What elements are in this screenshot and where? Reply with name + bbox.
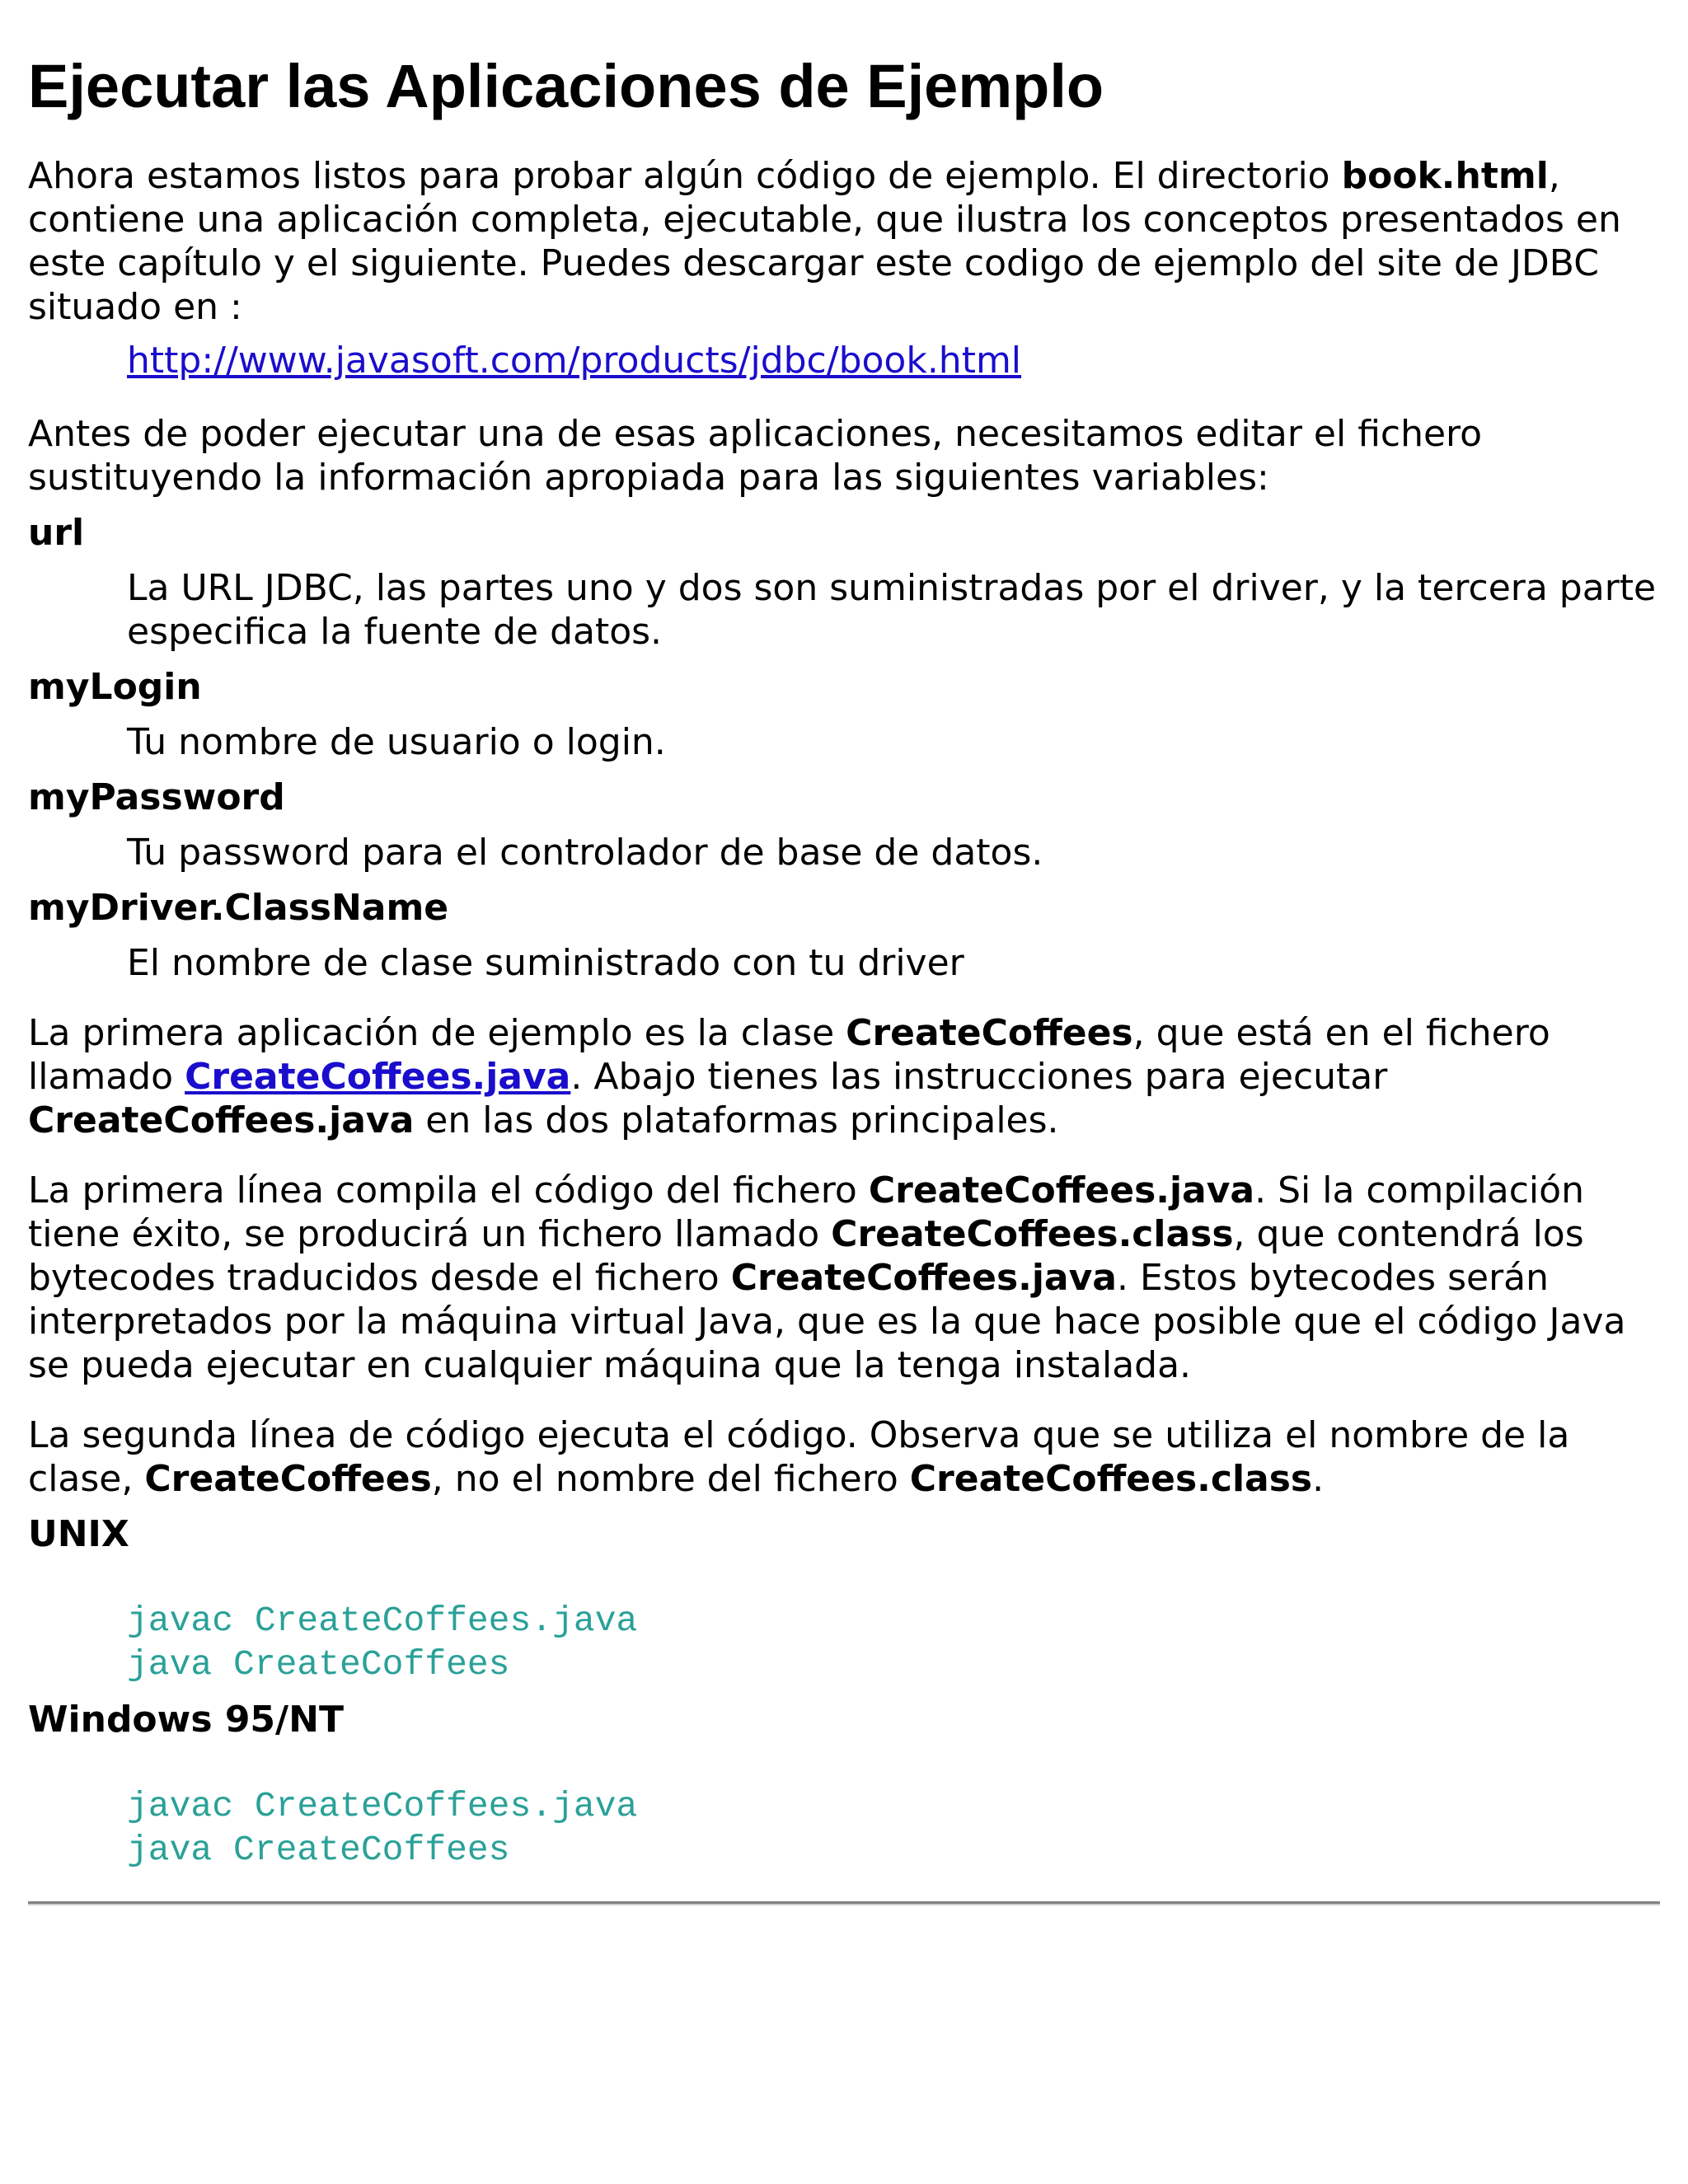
intro-text-1: Ahora estamos listos para probar algún código de ejemplo. El directorio (28, 155, 1342, 198)
first-app-paragraph (28, 1011, 1660, 1142)
run-bold-2: CreateCoffees.class (909, 1458, 1313, 1501)
first-app-text-1: La primera aplicación de ejemplo es la clase (28, 1012, 846, 1055)
first-app-text-3: . Abajo tienes las instrucciones para ejecutar (570, 1056, 1388, 1099)
code-line: javac CreateCoffees.java (127, 1786, 638, 1827)
first-app-text-4: en las dos plataformas principales. (414, 1099, 1059, 1142)
compile-bold-1: CreateCoffees.java (868, 1169, 1255, 1212)
var-term-url: url (28, 512, 85, 555)
intro-text-2: , contiene una aplicación completa, ejecutable, que ilustra los conceptos presentados en este capítulo y el siguiente. Puedes descargar este codigo de ejemplo del site de JDBC situado en : (28, 155, 1621, 329)
run-text-3: . (1312, 1458, 1325, 1501)
var-term-mylogin: myLogin (28, 666, 202, 709)
var-desc-mypassword: Tu password para el controlador de base de datos. (127, 832, 1043, 874)
compile-text-3: , que contendrá los bytecodes traducidos desde el fichero (28, 1213, 1584, 1300)
variables-list (28, 511, 1660, 985)
var-term-mypassword: myPassword (28, 776, 285, 819)
code-line: javac CreateCoffees.java (127, 1601, 638, 1642)
run-text-2: , no el nombre del fichero (431, 1458, 910, 1501)
run-bold-1: CreateCoffees (144, 1458, 432, 1501)
url-block (127, 339, 1660, 382)
before-vars-paragraph: Antes de poder ejecutar una de esas aplicaciones, necesitamos editar el fichero sustituyendo la información apropiada para las siguientes variables: (28, 413, 1483, 499)
code-block-unix (127, 1599, 1660, 1686)
compile-bold-3: CreateCoffees.java (730, 1257, 1117, 1300)
compile-text-4: . Estos bytecodes serán interpretados por la máquina virtual Java, que es la que hace posible que el código Java se pueda ejecutar en cualquier máquina que la tenga instalada. (28, 1257, 1626, 1387)
compile-bold-2: CreateCoffees.class (831, 1213, 1234, 1256)
first-app-bold-file: CreateCoffees.java (28, 1099, 415, 1142)
platform-heading-windows: Windows 95/NT (28, 1699, 344, 1741)
first-app-bold-class: CreateCoffees (846, 1012, 1133, 1055)
code-block-windows (127, 1784, 1660, 1872)
horizontal-rule (28, 1901, 1660, 1905)
document-page (28, 0, 1660, 1912)
var-desc-mydriver: El nombre de clase suministrado con tu driver (127, 942, 964, 985)
intro-bold-book: book.html (1341, 155, 1549, 198)
compile-paragraph (28, 1169, 1660, 1387)
compile-text-2: . Si la compilación tiene éxito, se producirá un fichero llamado (28, 1169, 1584, 1256)
run-text-1: La segunda línea de código ejecuta el código. Observa que se utiliza el nombre de la clase, (28, 1414, 1570, 1501)
page-title: Ejecutar las Aplicaciones de Ejemplo (28, 52, 1104, 120)
platform-heading-unix: UNIX (28, 1513, 129, 1556)
var-desc-url: La URL JDBC, las partes uno y dos son suministradas por el driver, y la tercera parte especifica la fuente de datos. (127, 567, 1657, 654)
jdbc-book-link[interactable]: http://www.javasoft.com/products/jdbc/book.html (127, 340, 1022, 382)
run-paragraph (28, 1413, 1660, 1501)
var-term-mydriver: myDriver.ClassName (28, 887, 449, 930)
compile-text-1: La primera línea compila el código del fichero (28, 1169, 869, 1212)
var-desc-mylogin: Tu nombre de usuario o login. (127, 721, 666, 764)
code-line: java CreateCoffees (127, 1644, 510, 1685)
code-line: java CreateCoffees (127, 1830, 510, 1871)
first-app-text-2: , que está en el fichero llamado (28, 1012, 1550, 1099)
intro-paragraph (28, 154, 1660, 329)
createcoffees-java-link[interactable]: CreateCoffees.java (185, 1056, 571, 1099)
